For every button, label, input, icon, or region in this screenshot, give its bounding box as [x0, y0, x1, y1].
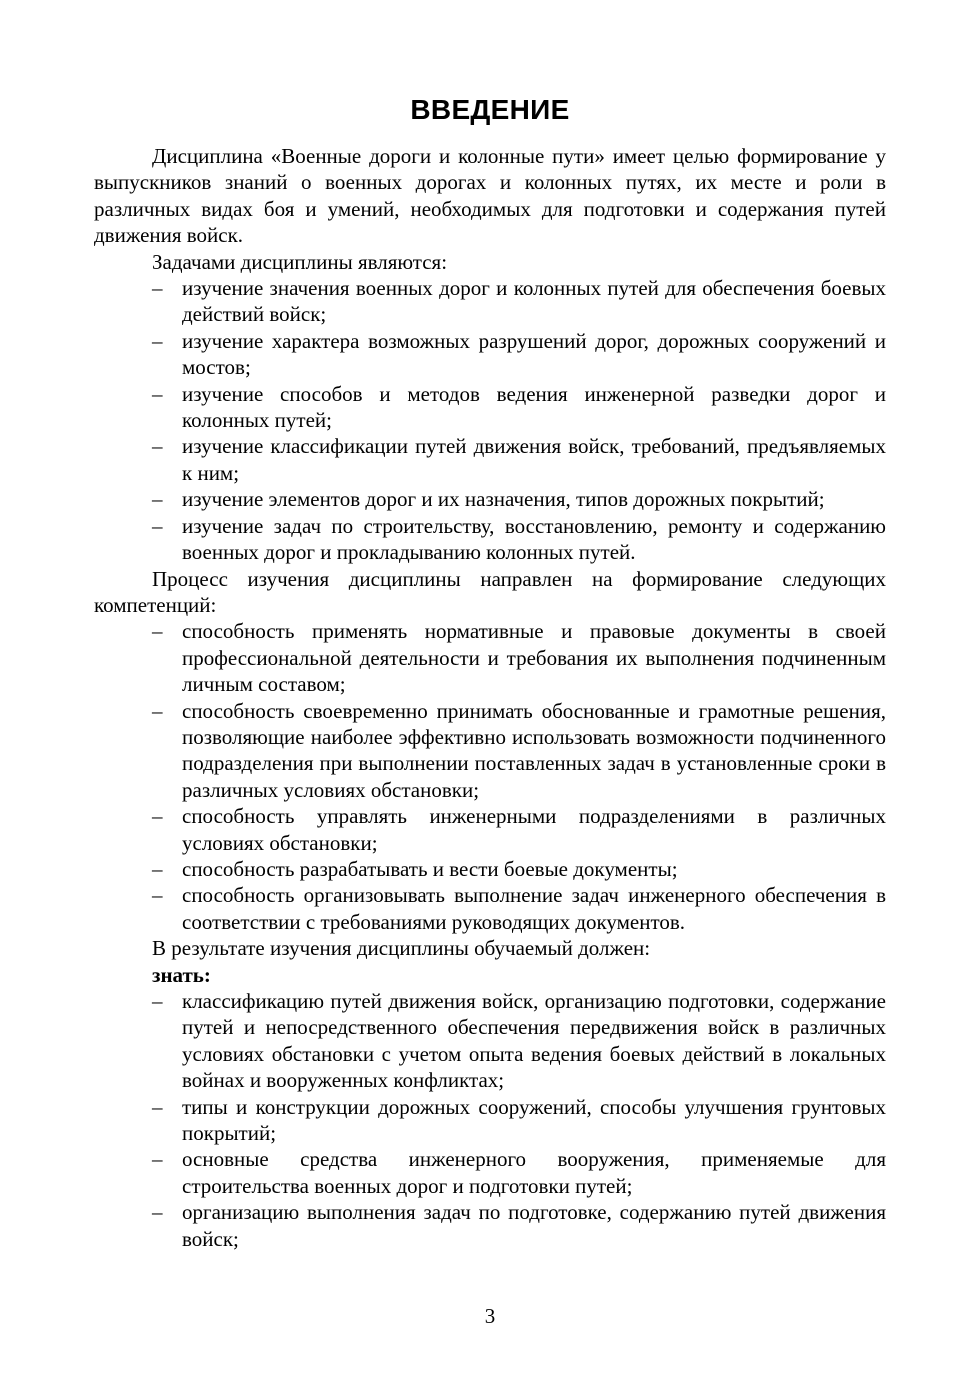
dash-bullet: –	[152, 619, 163, 644]
list-item-text: изучение значения военных дорог и колонных путей для обеспечения боевых действий войск;	[182, 276, 886, 327]
list-item-text: организацию выполнения задач по подготовке, содержанию путей движения войск;	[182, 1200, 886, 1251]
list-item-text: изучение элементов дорог и их назначения, типов дорожных покрытий;	[182, 487, 825, 512]
dash-bullet: –	[152, 698, 163, 723]
list-item	[94, 486, 886, 512]
dash-bullet: –	[152, 804, 163, 829]
dash-bullet: –	[152, 1147, 163, 1172]
list-item-text: типы и конструкции дорожных сооружений, способы улучшения грунтовых покрытий;	[182, 1094, 886, 1146]
list-item-text: способность организовывать выполнение задач инженерного обеспечения в соответствии с требованиями руководящих документов.	[182, 883, 886, 934]
list-item-text: изучение классификации путей движения войск, требований, предъявляемых к ним;	[182, 434, 886, 485]
dash-bullet: –	[152, 989, 163, 1013]
dash-bullet: –	[152, 487, 163, 512]
know-list	[94, 988, 886, 1252]
list-item-text: изучение характера возможных разрушений дорог, дорожных сооружений и мостов;	[182, 328, 886, 380]
list-item	[94, 275, 886, 328]
list-item	[94, 988, 886, 1094]
list-item	[94, 513, 886, 566]
list-item	[94, 1146, 886, 1199]
result-line: В результате изучения дисциплины обучаемый должен:	[152, 936, 651, 961]
dash-bullet: –	[152, 434, 163, 459]
list-item-text: способность применять нормативные и правовые документы в своей профессиональной деятельности и требования их выполнения подчиненным личным составом;	[182, 619, 886, 697]
know-label: знать:	[152, 962, 211, 987]
dash-bullet: –	[152, 856, 163, 881]
tasks-list	[94, 275, 886, 565]
dash-bullet: –	[152, 276, 163, 301]
page-content	[94, 92, 886, 1252]
dash-bullet: –	[152, 328, 163, 353]
list-item-text: изучение задач по строительству, восстановлению, ремонту и содержанию военных дорог и прокладыванию колонных путей.	[182, 513, 886, 565]
dash-bullet: –	[152, 883, 163, 908]
list-item	[94, 1199, 886, 1252]
dash-bullet: –	[152, 1094, 163, 1119]
list-item	[94, 433, 886, 486]
list-item	[94, 856, 886, 882]
list-item-text: основные средства инженерного вооружения, применяемые для строительства военных дорог и подготовки путей;	[182, 1147, 886, 1198]
list-item	[94, 882, 886, 935]
list-item-text: классификацию путей движения войск, организацию подготовки, содержание путей и непосредственного обеспечения передвижения войск в различных условиях обстановки с учетом опыта ведения боевых действий в локальных войнах и вооруженных конфликтах;	[182, 989, 886, 1093]
list-item-text: способность своевременно принимать обоснованные и грамотные решения, позволяющие наиболее эффективно использовать возможности подчиненного подразделения при выполнении поставленных задач в установленные сроки в различных условиях обстановки;	[182, 698, 886, 802]
list-item	[94, 328, 886, 381]
page-number: 3	[484, 1304, 496, 1328]
dash-bullet: –	[152, 1200, 163, 1225]
dash-bullet: –	[152, 513, 163, 538]
list-item	[94, 1094, 886, 1147]
page-title: ВВЕДЕНИЕ	[410, 94, 570, 125]
list-item	[94, 803, 886, 856]
list-item	[94, 698, 886, 804]
dash-bullet: –	[152, 381, 163, 406]
list-item-text: способность управлять инженерными подразделениями в различных условиях обстановки;	[182, 804, 886, 855]
list-item-text: способность разрабатывать и вести боевые документы;	[182, 856, 678, 881]
list-item	[94, 618, 886, 697]
list-item	[94, 381, 886, 434]
list-item-text: изучение способов и методов ведения инженерной разведки дорог и колонных путей;	[182, 381, 886, 433]
intro-paragraph: Дисциплина «Военные дороги и колонные пути» имеет целью формирование у выпускников знаний о военных дорогах и колонных путях, их месте и роли в различных видах боя и умений, необходимых для подготовки и содержания путей движения войск.	[94, 144, 886, 248]
competencies-intro: Процесс изучения дисциплины направлен на формирование следующих компетенций:	[94, 566, 886, 617]
competencies-list	[94, 618, 886, 935]
tasks-heading: Задачами дисциплины являются:	[152, 249, 448, 274]
